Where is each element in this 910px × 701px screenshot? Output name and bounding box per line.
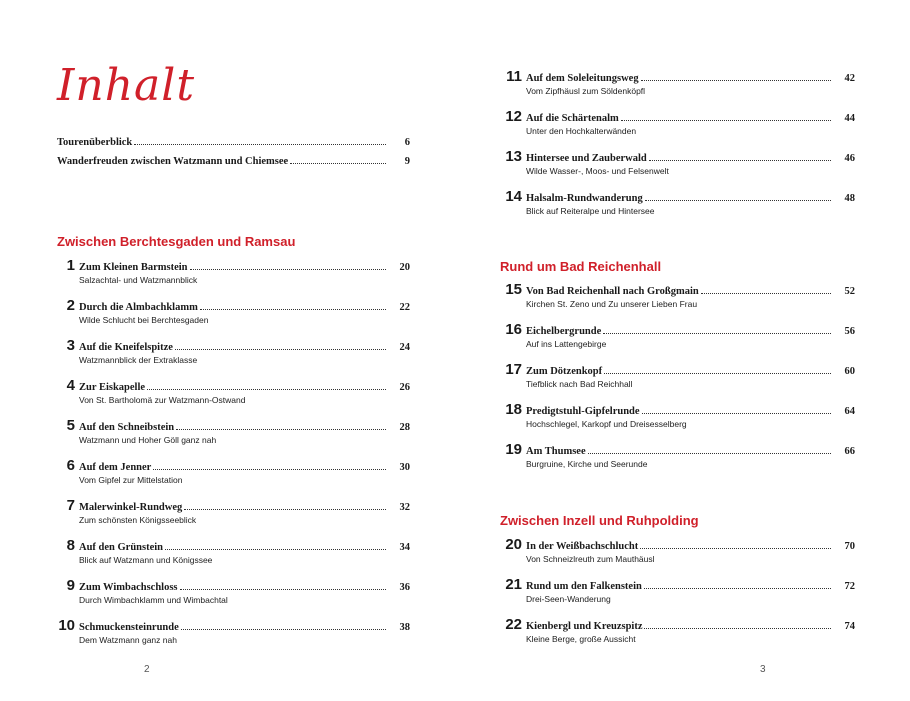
- tour-number: 7: [66, 497, 75, 514]
- tour-number: 22: [505, 616, 522, 633]
- toc-entry-row: [53, 377, 410, 394]
- toc-entry-row: [53, 577, 410, 594]
- page-number: 64: [844, 406, 855, 417]
- tour-number: 11: [506, 68, 522, 85]
- toc-entry-row: [500, 321, 855, 338]
- front-matter-label: Wanderfreuden zwischen Watzmann und Chiemsee: [57, 156, 289, 167]
- page-number: 34: [399, 542, 410, 553]
- tour-title: Auf den Schneibstein: [79, 422, 175, 433]
- front-matter-label: Tourenüberblick: [57, 137, 133, 148]
- tour-subtitle: Dem Watzmann ganz nah: [79, 635, 177, 645]
- tour-title: Kienbergl und Kreuzspitz: [526, 621, 643, 632]
- tour-subtitle: Hochschlegel, Karkopf und Dreisesselberg: [526, 419, 687, 429]
- tour-number: 14: [505, 188, 522, 205]
- tour-number: 3: [66, 337, 75, 354]
- toc-entry-row: [500, 68, 855, 85]
- dot-leader: [290, 163, 386, 164]
- front-matter-list: [57, 137, 410, 175]
- page-number: 36: [399, 582, 410, 593]
- page-number: 22: [399, 302, 410, 313]
- tour-number: 9: [66, 577, 75, 594]
- tour-subtitle: Watzmannblick der Extraklasse: [79, 355, 198, 365]
- tour-title: Am Thumsee: [526, 446, 586, 457]
- page-number: 30: [399, 462, 410, 473]
- tour-number: 16: [505, 321, 522, 338]
- tour-subtitle: Wilde Schlucht bei Berchtesgaden: [79, 315, 209, 325]
- toc-entry-row: [53, 617, 410, 634]
- tour-title: Auf dem Jenner: [79, 462, 152, 473]
- tour-title: Auf dem Soleleitungsweg: [526, 73, 639, 84]
- dot-leader: [176, 429, 386, 430]
- toc-entry[interactable]: [500, 576, 855, 604]
- dot-leader: [645, 200, 831, 201]
- toc-entry-row: [500, 536, 855, 553]
- toc-entry-row: [500, 148, 855, 165]
- page-number: 24: [399, 342, 410, 353]
- toc-entry[interactable]: [53, 577, 410, 605]
- tour-title: Auf die Kneifelspitze: [79, 342, 173, 353]
- page-title: Inhalt: [57, 60, 196, 111]
- toc-entry[interactable]: [500, 188, 855, 216]
- section-heading: Rund um Bad Reichenhall: [500, 259, 662, 274]
- toc-entry-row: [500, 401, 855, 418]
- tour-number: 15: [505, 281, 522, 298]
- tour-subtitle: Kirchen St. Zeno und Zu unserer Lieben Frau: [526, 299, 698, 309]
- toc-entry[interactable]: [500, 536, 855, 564]
- dot-leader: [184, 509, 386, 510]
- tour-number: 2: [66, 297, 75, 314]
- tour-title: Zur Eiskapelle: [79, 382, 146, 393]
- page-number: 56: [844, 326, 855, 337]
- tour-title: Hintersee und Zauberwald: [526, 153, 647, 164]
- tour-subtitle: Salzachtal- und Watzmannblick: [79, 275, 198, 285]
- toc-entry[interactable]: [53, 257, 410, 285]
- front-matter-item[interactable]: [57, 156, 410, 175]
- dot-leader: [165, 549, 386, 550]
- tour-title: Von Bad Reichenhall nach Großgmain: [526, 286, 699, 297]
- tour-subtitle: Kleine Berge, große Aussicht: [526, 634, 636, 644]
- page-number: 26: [399, 382, 410, 393]
- tour-number: 17: [505, 361, 522, 378]
- page-number: 66: [844, 446, 855, 457]
- tour-number: 19: [505, 441, 522, 458]
- toc-entry-row: [53, 497, 410, 514]
- toc-entry-row: [500, 281, 855, 298]
- tour-number: 20: [505, 536, 522, 553]
- tour-title: Malerwinkel-Rundweg: [79, 502, 183, 513]
- page-number: 52: [844, 286, 855, 297]
- page-number: 38: [399, 622, 410, 633]
- toc-entry[interactable]: [500, 401, 855, 429]
- dot-leader: [641, 80, 831, 81]
- tour-subtitle: Burgruine, Kirche und Seerunde: [526, 459, 648, 469]
- tour-subtitle: Vom Gipfel zur Mittelstation: [79, 475, 183, 485]
- tour-number: 4: [66, 377, 75, 394]
- dot-leader: [190, 269, 386, 270]
- toc-entry-row: [53, 457, 410, 474]
- dot-leader: [180, 589, 386, 590]
- toc-entry[interactable]: [500, 108, 855, 136]
- toc-entry[interactable]: [500, 361, 855, 389]
- tour-number: 1: [66, 257, 75, 274]
- tour-title: In der Weißbachschlucht: [526, 541, 639, 552]
- toc-entry[interactable]: [53, 617, 410, 645]
- tour-subtitle: Blick auf Watzmann und Königssee: [79, 555, 213, 565]
- tour-subtitle: Von St. Bartholomä zur Watzmann-Ostwand: [79, 395, 246, 405]
- dot-leader: [181, 629, 386, 630]
- tour-subtitle: Unter den Hochkalterwänden: [526, 126, 637, 136]
- dot-leader: [147, 389, 386, 390]
- tour-title: Zum Dötzenkopf: [526, 366, 603, 377]
- tour-title: Auf den Grünstein: [79, 542, 164, 553]
- page-number: 60: [844, 366, 855, 377]
- page-number: 42: [844, 73, 855, 84]
- tour-title: Halsalm-Rundwanderung: [526, 193, 643, 204]
- tour-subtitle: Watzmann und Hoher Göll ganz nah: [79, 435, 217, 445]
- section-heading: Zwischen Inzell und Ruhpolding: [500, 513, 699, 528]
- tour-number: 18: [505, 401, 522, 418]
- tour-title: Eichelbergrunde: [526, 326, 602, 337]
- tour-title: Rund um den Falkenstein: [526, 581, 642, 592]
- tour-number: 13: [505, 148, 522, 165]
- toc-entry[interactable]: [500, 616, 855, 644]
- dot-leader: [649, 160, 831, 161]
- tour-subtitle: Durch Wimbachklamm und Wimbachtal: [79, 595, 228, 605]
- toc-entry[interactable]: [53, 337, 410, 365]
- tour-title: Schmuckensteinrunde: [79, 622, 179, 633]
- dot-leader: [621, 120, 831, 121]
- tour-number: 12: [505, 108, 522, 125]
- tour-subtitle: Auf ins Lattengebirge: [526, 339, 607, 349]
- page-number: 6: [404, 137, 410, 148]
- tour-subtitle: Wilde Wasser-, Moos- und Felsenwelt: [526, 166, 669, 176]
- page-number: 9: [404, 156, 410, 167]
- page-number: 44: [844, 113, 855, 124]
- folio: 2: [144, 664, 150, 675]
- dot-leader: [200, 309, 386, 310]
- section-heading: Zwischen Berchtesgaden und Ramsau: [57, 234, 296, 249]
- dot-leader: [603, 333, 831, 334]
- dot-leader: [134, 144, 386, 145]
- toc-entry-row: [53, 297, 410, 314]
- page-number: 28: [399, 422, 410, 433]
- dot-leader: [644, 628, 831, 629]
- dot-leader: [701, 293, 831, 294]
- tour-number: 10: [58, 617, 75, 634]
- toc-entry-row: [500, 576, 855, 593]
- toc-entry[interactable]: [53, 297, 410, 325]
- dot-leader: [588, 453, 831, 454]
- tour-subtitle: Vom Zipfhäusl zum Söldenköpfl: [526, 86, 646, 96]
- page-number: 74: [844, 621, 855, 632]
- toc-entry[interactable]: [53, 497, 410, 525]
- toc-entry[interactable]: [500, 68, 855, 96]
- toc-entry[interactable]: [500, 441, 855, 469]
- toc-entry-row: [53, 417, 410, 434]
- tour-subtitle: Zum schönsten Königsseeblick: [79, 515, 197, 525]
- tour-number: 21: [505, 576, 522, 593]
- dot-leader: [175, 349, 386, 350]
- tour-subtitle: Von Schneizlreuth zum Mauthäusl: [526, 554, 655, 564]
- toc-entry[interactable]: [500, 281, 855, 309]
- dot-leader: [604, 373, 831, 374]
- dot-leader: [640, 548, 831, 549]
- tour-number: 8: [66, 537, 75, 554]
- right-page: [455, 0, 910, 701]
- page-number: 72: [844, 581, 855, 592]
- tour-title: Auf die Schärtenalm: [526, 113, 619, 124]
- tour-number: 5: [66, 417, 75, 434]
- toc-entry[interactable]: [53, 457, 410, 485]
- tour-title: Durch die Almbachklamm: [79, 302, 198, 313]
- tour-subtitle: Drei-Seen-Wanderung: [526, 594, 611, 604]
- tour-subtitle: Tiefblick nach Bad Reichhall: [526, 379, 633, 389]
- dot-leader: [644, 588, 831, 589]
- toc-entry-row: [500, 441, 855, 458]
- dot-leader: [153, 469, 386, 470]
- page-number: 32: [399, 502, 410, 513]
- toc-entry-row: [53, 537, 410, 554]
- toc-entry-row: [53, 337, 410, 354]
- toc-entry[interactable]: [53, 417, 410, 445]
- tour-title: Zum Kleinen Barmstein: [79, 262, 188, 273]
- toc-entry[interactable]: [500, 321, 855, 349]
- page-number: 46: [844, 153, 855, 164]
- toc-entry-row: [53, 257, 410, 274]
- toc-entry-row: [500, 361, 855, 378]
- page-number: 70: [844, 541, 855, 552]
- folio: 3: [760, 664, 766, 675]
- tour-title: Zum Wimbachschloss: [79, 582, 178, 593]
- toc-entry-row: [500, 108, 855, 125]
- toc-entry[interactable]: [53, 377, 410, 405]
- tour-number: 6: [66, 457, 75, 474]
- page-number: 48: [844, 193, 855, 204]
- front-matter-item[interactable]: [57, 137, 410, 156]
- toc-entry[interactable]: [53, 537, 410, 565]
- toc-entry-row: [500, 188, 855, 205]
- tour-title: Predigtstuhl-Gipfelrunde: [526, 406, 640, 417]
- dot-leader: [642, 413, 831, 414]
- toc-entry-row: [500, 616, 855, 633]
- tour-subtitle: Blick auf Reiteralpe und Hintersee: [526, 206, 655, 216]
- toc-entry[interactable]: [500, 148, 855, 176]
- page-number: 20: [399, 262, 410, 273]
